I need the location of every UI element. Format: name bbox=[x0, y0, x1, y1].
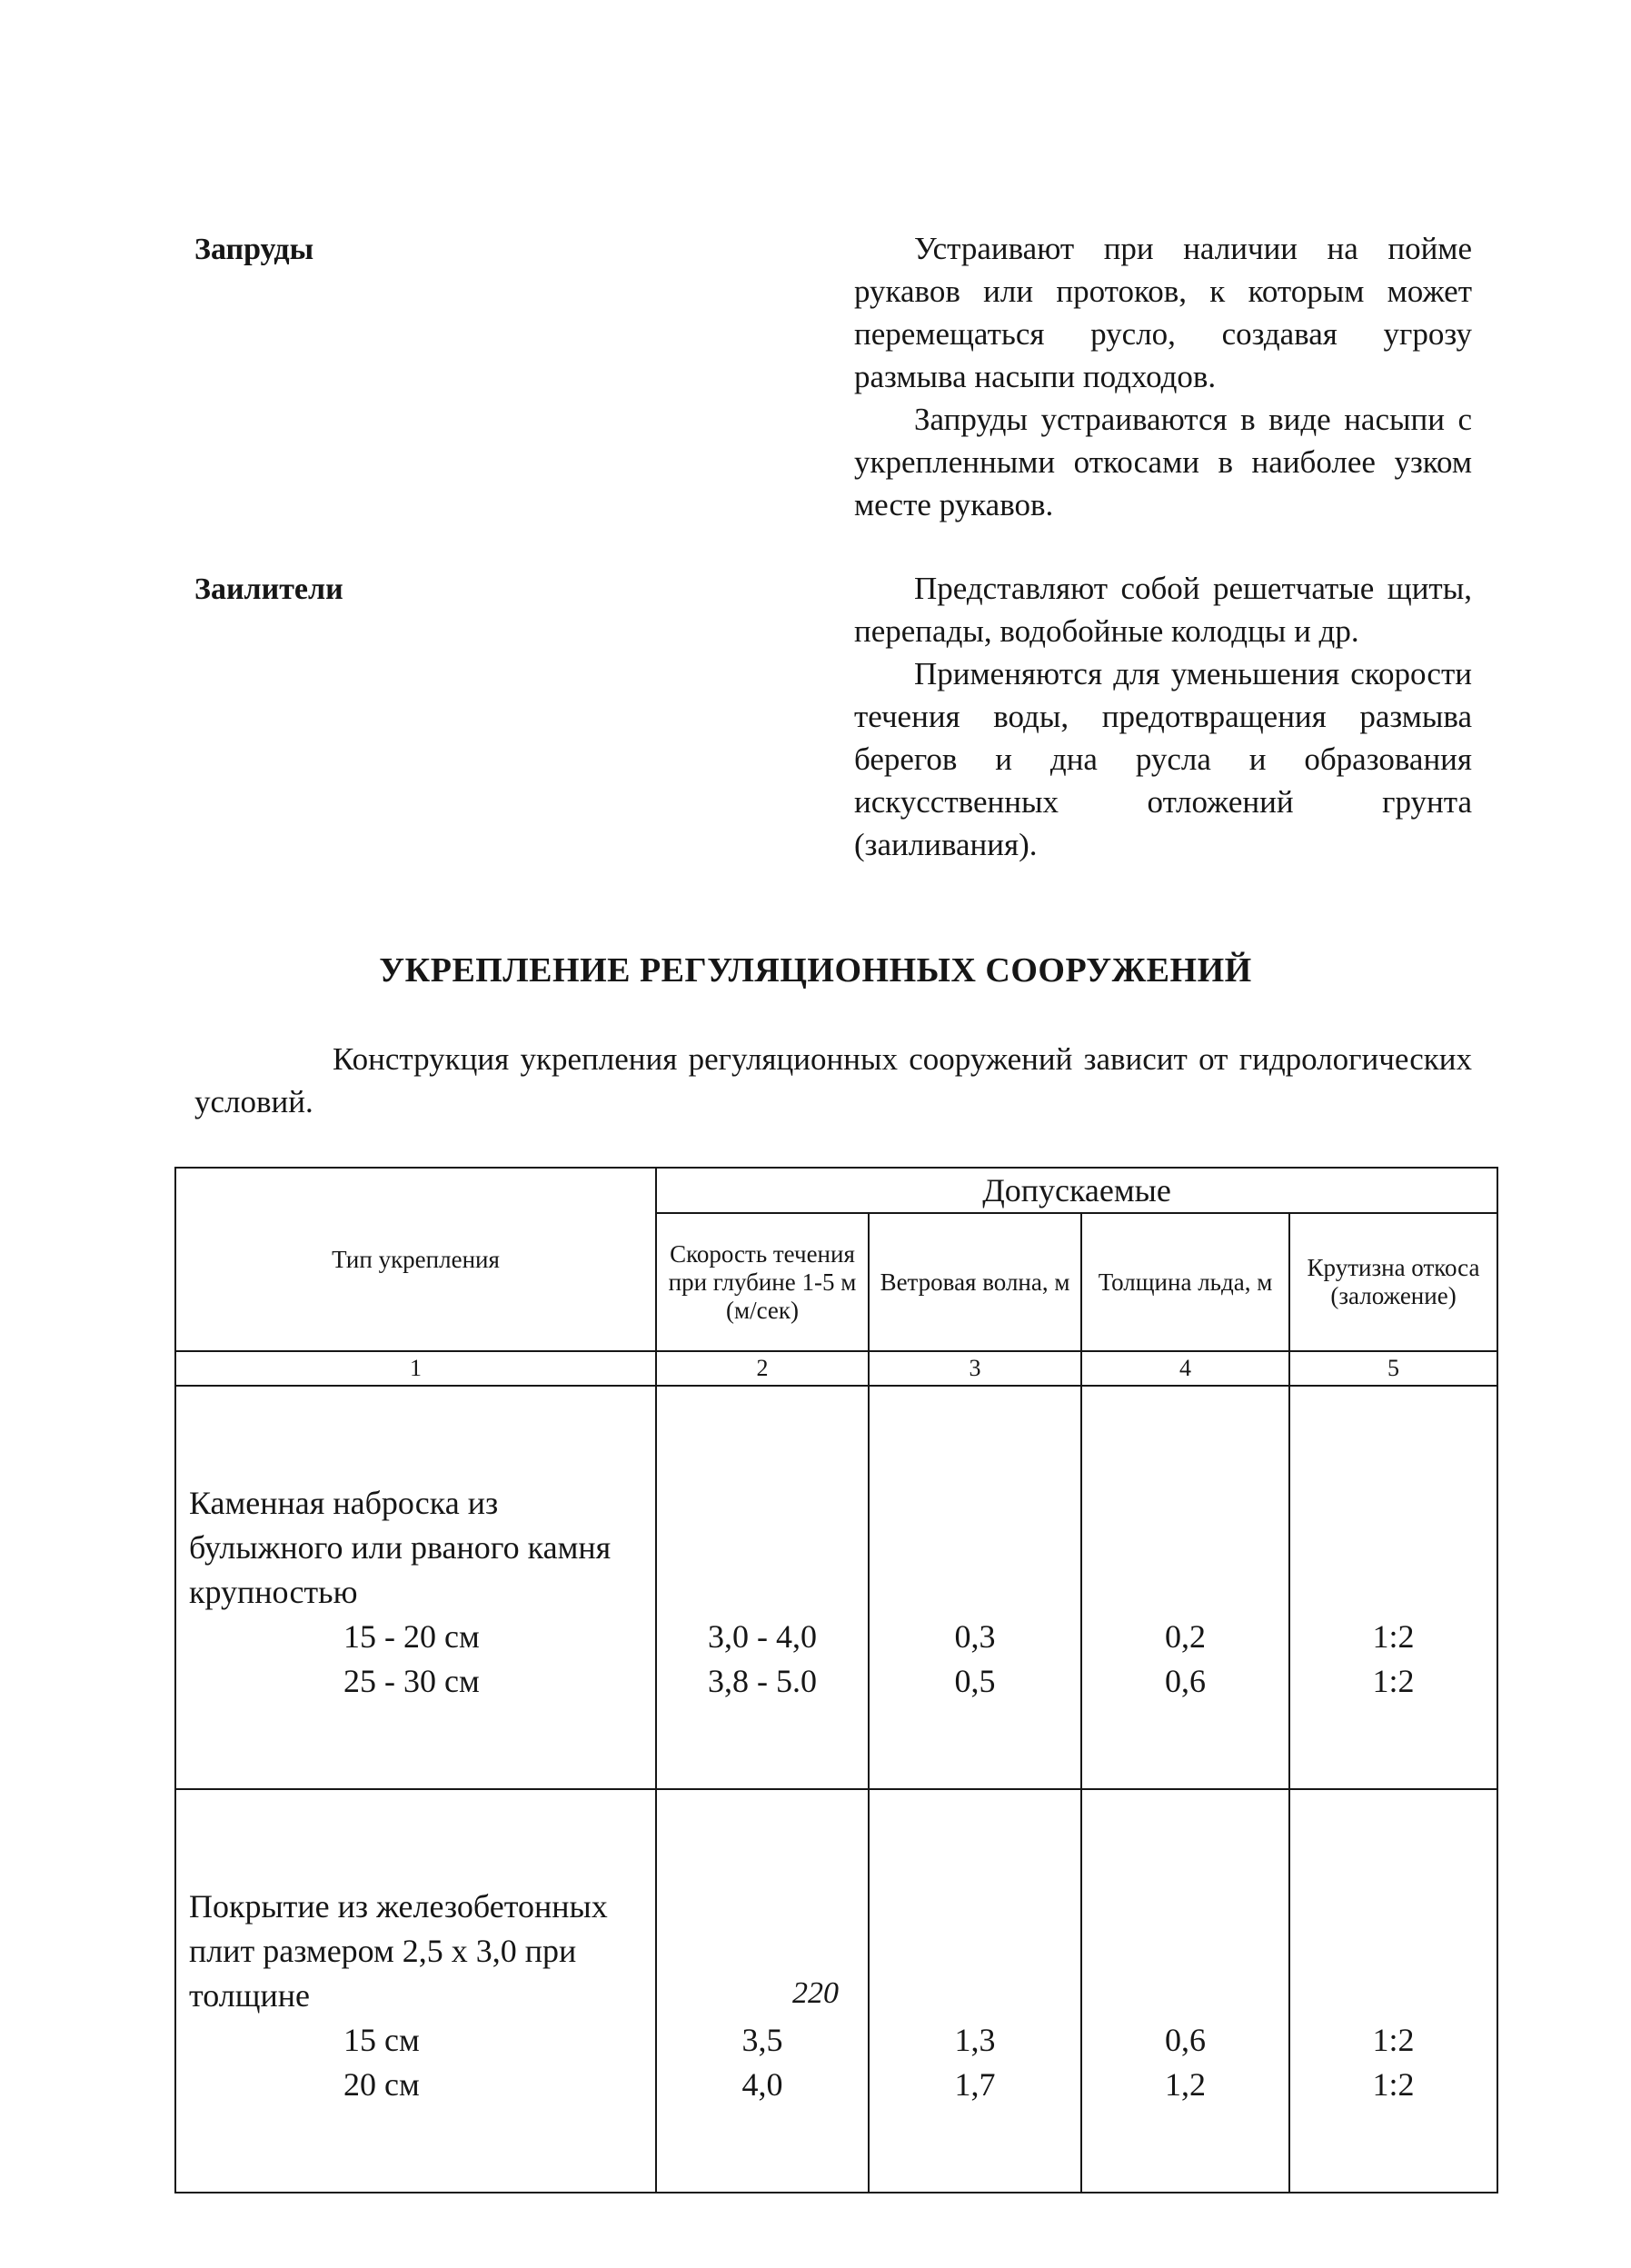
slope-value: 1:2 bbox=[1372, 2065, 1415, 2103]
slope-value: 1:2 bbox=[1372, 2021, 1415, 2058]
size-value: 20 см bbox=[343, 2065, 420, 2103]
intro-paragraph: Конструкция укрепления регуляционных сооружений зависит от гидрологических условий. bbox=[194, 1041, 1472, 1119]
term-definition-zaprudy bbox=[854, 227, 1472, 526]
column-header: Крутизна откоса (заложение) bbox=[1289, 1213, 1497, 1351]
column-header: Толщина льда, м bbox=[1081, 1213, 1289, 1351]
ice-value: 1,2 bbox=[1165, 2065, 1206, 2103]
column-header: Скорость течения при глубине 1-5 м (м/сек) bbox=[656, 1213, 869, 1351]
speed-cell bbox=[656, 1386, 869, 1789]
ice-value: 0,6 bbox=[1165, 2021, 1206, 2058]
column-number-row bbox=[175, 1351, 1497, 1386]
slope-value: 1:2 bbox=[1372, 1617, 1415, 1655]
group-header: Допускаемые bbox=[656, 1168, 1497, 1213]
wave-cell bbox=[869, 1386, 1081, 1789]
term-title-zailiteli: Заилители bbox=[194, 572, 343, 606]
speed-value: 3,8 - 5.0 bbox=[708, 1662, 817, 1699]
speed-value: 4,0 bbox=[741, 2065, 783, 2103]
type-header: Тип укрепления bbox=[175, 1168, 656, 1351]
column-number: 5 bbox=[1289, 1351, 1497, 1386]
size-value: 15 - 20 см bbox=[343, 1617, 480, 1655]
definition-paragraph: Устраивают при наличии на пойме рукавов или протоков, к которым может перемещаться русло, создавая угрозу размыва насыпи подходов. bbox=[854, 231, 1472, 394]
table-row bbox=[175, 1386, 1497, 1789]
type-description: Каменная наброска из булыжного или рваного камня крупностью bbox=[189, 1484, 612, 1610]
definition-paragraph: Представляют собой решетчатые щиты, перепады, водобойные колодцы и др. bbox=[854, 571, 1472, 649]
size-value: 15 см bbox=[343, 2021, 420, 2058]
ice-value: 0,2 bbox=[1165, 1617, 1206, 1655]
column-number: 1 bbox=[175, 1351, 656, 1386]
term-title-zaprudy: Запруды bbox=[194, 233, 314, 266]
speed-value: 3,5 bbox=[741, 2021, 783, 2058]
column-header: Ветровая волна, м bbox=[869, 1213, 1081, 1351]
speed-value: 3,0 - 4,0 bbox=[708, 1617, 817, 1655]
wave-value: 0,5 bbox=[954, 1662, 996, 1699]
table-header-row bbox=[175, 1168, 1497, 1213]
slope-value: 1:2 bbox=[1372, 1662, 1415, 1699]
term-definition-zailiteli bbox=[854, 567, 1472, 866]
definition-paragraph: Запруды устраиваются в виде насыпи с укрепленными откосами в наиболее узком месте рукавов. bbox=[854, 402, 1472, 522]
reinforcement-table bbox=[174, 1167, 1498, 2193]
wave-value: 0,3 bbox=[954, 1617, 996, 1655]
slope-cell bbox=[1289, 1386, 1497, 1789]
ice-value: 0,6 bbox=[1165, 1662, 1206, 1699]
ice-cell bbox=[1081, 1386, 1289, 1789]
size-value: 25 - 30 см bbox=[343, 1662, 480, 1699]
definition-paragraph: Применяются для уменьшения скорости течения воды, предотвращения размыва берегов и дна русла и образования искусственных отложений грунта (заиливания). bbox=[854, 656, 1472, 862]
section-title: УКРЕПЛЕНИЕ РЕГУЛЯЦИОННЫХ СООРУЖЕНИЙ bbox=[379, 951, 1252, 990]
column-number: 3 bbox=[869, 1351, 1081, 1386]
page-number: 220 bbox=[792, 1976, 839, 2010]
wave-value: 1,3 bbox=[954, 2021, 996, 2058]
column-number: 4 bbox=[1081, 1351, 1289, 1386]
column-number: 2 bbox=[656, 1351, 869, 1386]
type-cell bbox=[175, 1386, 656, 1789]
wave-value: 1,7 bbox=[954, 2065, 996, 2103]
type-description: Покрытие из железобетонных плит размером 2,5 х 3,0 при толщине bbox=[189, 1887, 608, 2014]
